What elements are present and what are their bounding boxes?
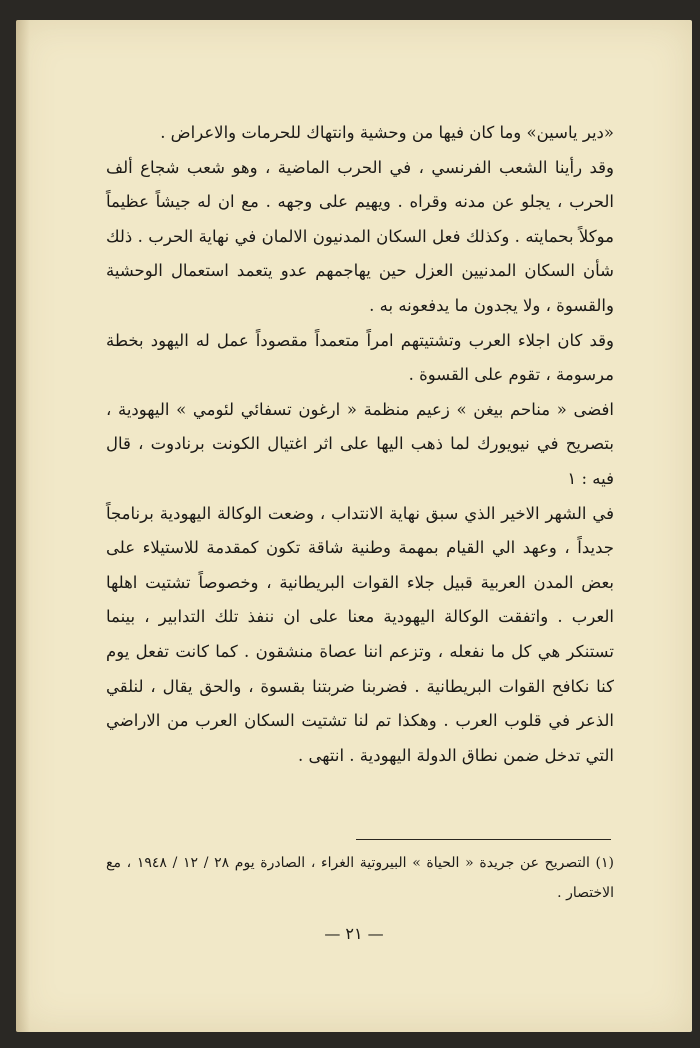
body-text — [106, 116, 614, 773]
page-spine-shadow — [16, 20, 30, 1032]
paragraph-3: وقد كان اجلاء العرب وتشتيتهم امراً متعمداً مقصوداً عمل له اليهود بخطة مرسومة ، تقوم على القسوة . — [106, 330, 614, 385]
footnote: (١) التصريح عن جريدة « الحياة » البيروتية الغراء ، الصادرة يوم ٢٨ / ١٢ / ١٩٤٨ ، مع الاختصار . — [106, 855, 614, 901]
book-page — [16, 20, 692, 1032]
paragraph-2: وقد رأينا الشعب الفرنسي ، في الحرب الماضية ، وهو شعب شجاع ألف الحرب ، يجلو عن مدنه وقراه . ويهيم على وجهه . مع ان له جيشاً عظيماً موكلاً بحمايته . وكذلك فعل السكان المدنيون الالمان في نهاية الحرب . ذلك شأن السكان المدنيين العزل حين يهاجمهم عدو يتعمد استعمال الوحشية والقسوة ، ولا يجدون ما يدفعونه به . — [106, 157, 615, 315]
paragraph-4: افضى « مناحم بيغن » زعيم منظمة « ارغون تسفائي لئومي » اليهودية ، بتصريح في نيويورك لما ذهب اليها على اثر اغتيال الكونت برنادوت ، قال فيه : ١ — [106, 399, 614, 488]
footnote-divider — [356, 839, 611, 840]
paragraph-5-quote: في الشهر الاخير الذي سبق نهاية الانتداب ، وضعت الوكالة اليهودية برنامجاً جديداً ، وعهد الي القيام بمهمة وطنية شاقة تكون كمقدمة للاستيلاء على بعض المدن العربية قبيل جلاء القوات البريطانية ، وخصوصاً تشتيت اهلها العرب . واتفقت الوكالة اليهودية معنا على ان ننفذ تلك التدابير ، بينما تستنكر هي كل ما نفعله ، وتزعم اننا عصاة منشقون . كما كانت تفعل يوم كنا نكافح القوات البريطانية . فضربنا ضربتنا بقسوة ، والحق يقال ، لنلقي الذعر في قلوب العرب . وهكذا تم لنا تشتيت السكان العرب من الاراضي التي تدخل ضمن نطاق الدولة اليهودية . انتهى . — [106, 503, 614, 765]
paragraph-1: «دير ياسين» وما كان فيها من وحشية وانتهاك للحرمات والاعراض . — [160, 123, 614, 142]
page-number: — ٢١ — — [324, 924, 384, 943]
